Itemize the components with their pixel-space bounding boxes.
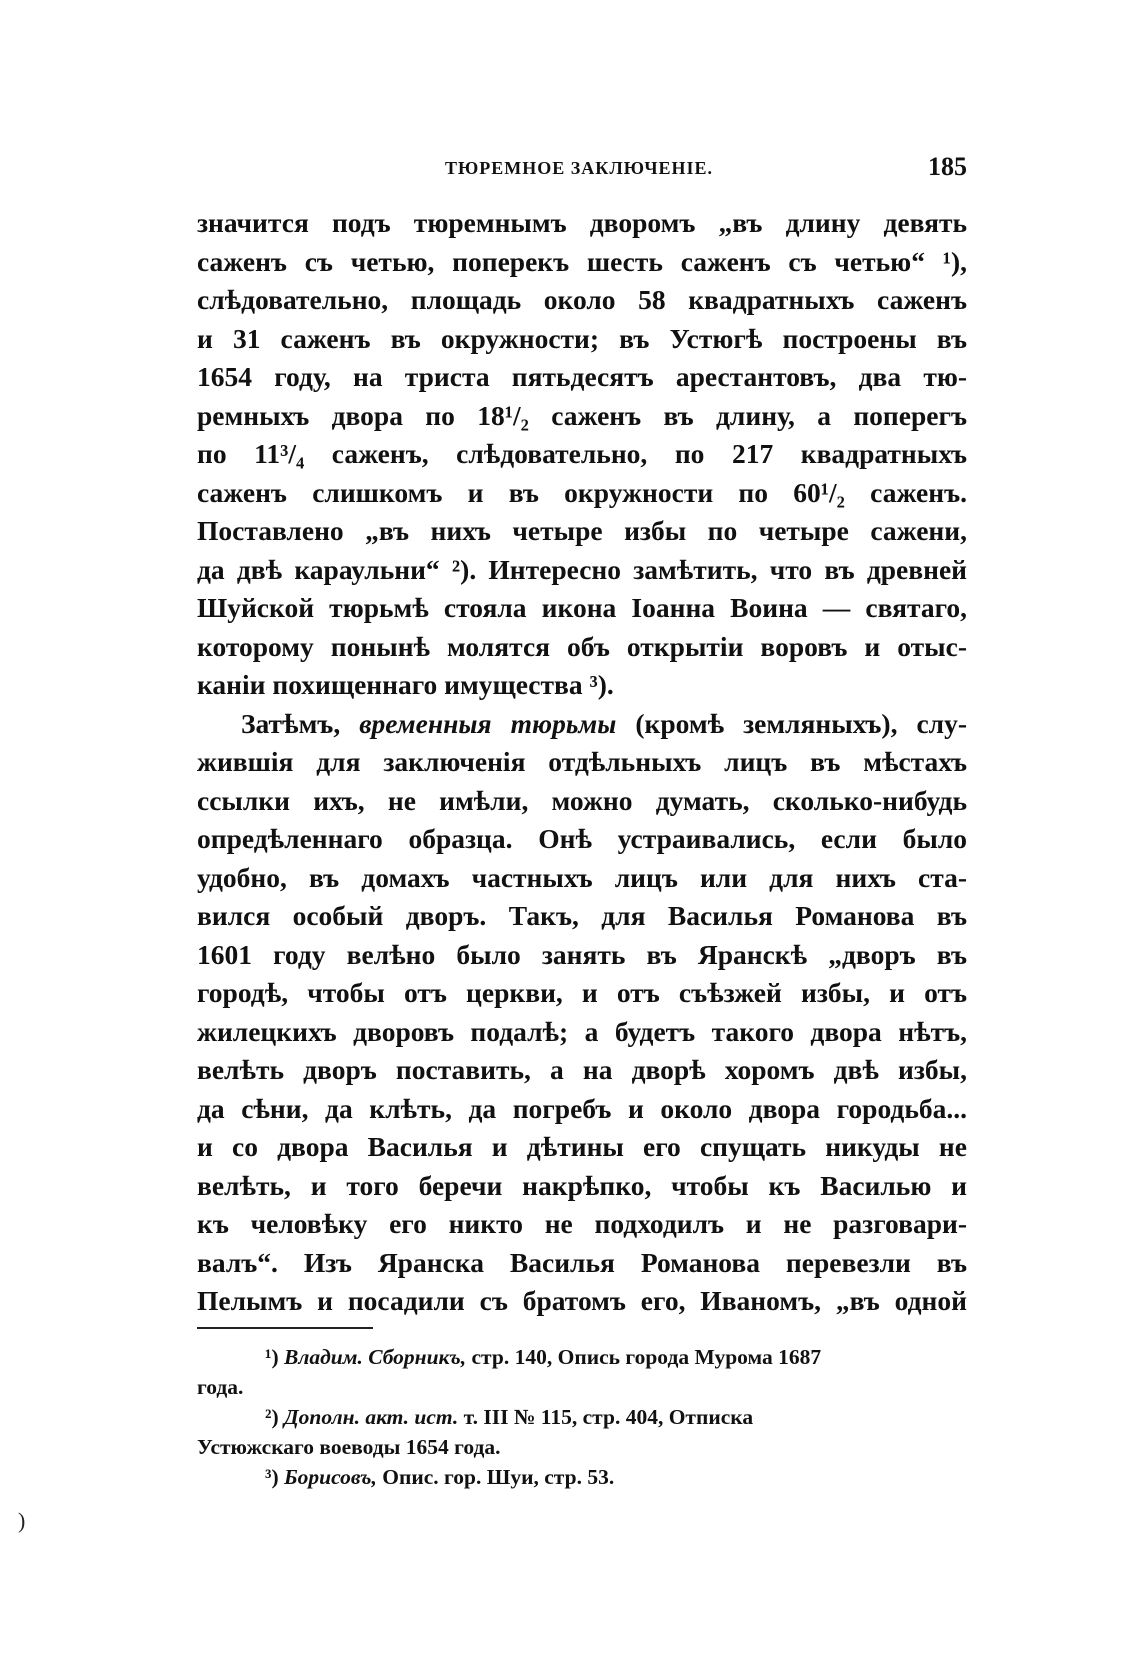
text-line: валъ“. Изъ Яранска Василья Романова перевезли въ: [197, 1246, 967, 1278]
text-line: ссылки ихъ, не имѣли, можно думать, сколько-нибудь: [197, 784, 967, 816]
text-line: вился особый дворъ. Такъ, для Василья Романова въ: [197, 900, 967, 931]
footnote-source: Дополн. акт. ист.: [283, 1405, 459, 1429]
text-line: Шуйской тюрьмѣ стояла икона Іоанна Воина — святаго,: [197, 592, 967, 623]
running-head: [197, 148, 967, 184]
text-line: жилецкихъ дворовъ подалѣ; а будетъ такого двора нѣтъ,: [197, 1015, 967, 1047]
text-line: Пелымъ и посадили съ братомъ его, Иваномъ, „въ одной: [197, 1285, 967, 1316]
paragraph-start-word: Затѣмъ,: [241, 707, 341, 739]
footnote-mark: ²): [265, 1405, 279, 1429]
footnote-1: [265, 1342, 965, 1372]
paragraph-start-line: [197, 705, 967, 744]
page-number: 185: [928, 152, 967, 181]
text-line: велѣть дворъ поставить, а на дворѣ хоромъ двѣ избы,: [197, 1054, 967, 1085]
text-line: 1601 году велѣно было занять въ Яранскѣ „дворъ въ: [197, 938, 967, 970]
text-line: удобно, въ домахъ частныхъ лицъ или для нихъ ста-: [197, 861, 967, 893]
running-title: ТЮРЕМНОЕ ЗАКЛЮЧЕНІЕ.: [445, 158, 714, 178]
text-line: къ человѣку его никто не подходилъ и не разговари-: [197, 1208, 967, 1239]
footnote-mark: ³): [265, 1465, 279, 1489]
text-line: значится подъ тюремнымъ дворомъ „въ длину девять: [197, 207, 967, 238]
body-text: [197, 204, 967, 1321]
text-line: которому понынѣ молятся объ открытіи воровъ и отыс-: [197, 630, 967, 662]
footnotes: [197, 1342, 965, 1492]
text-line: да двѣ караульни“ ²). Интересно замѣтить, что въ древней: [197, 553, 967, 585]
margin-mark: ): [18, 1508, 26, 1533]
footnote-text: т. III № 115, стр. 404, Отписка: [463, 1405, 754, 1429]
text-line: городѣ, чтобы отъ церкви, и отъ съѣзжей избы, и отъ: [197, 977, 967, 1008]
text-line: опредѣленнаго образца. Онѣ устраивались, если было: [197, 823, 967, 854]
text-line: слѣдовательно, площадь около 58 квадратныхъ саженъ: [197, 284, 967, 315]
text-line: каніи похищеннаго имущества ³).: [197, 669, 614, 700]
text-line: саженъ съ четью, поперекъ шесть саженъ съ четью“ ¹),: [197, 245, 967, 277]
text-line: по 11³/₄ саженъ, слѣдовательно, по 217 квадратныхъ: [197, 438, 967, 469]
footnote-source: Борисовъ,: [283, 1465, 377, 1489]
text-line: да сѣни, да клѣть, да погребъ и около двора городьба...: [197, 1092, 967, 1124]
footnote-3: [265, 1462, 965, 1492]
footnote-2-continuation: Устюжскаго воеводы 1654 года.: [197, 1435, 501, 1459]
footnote-2: [265, 1402, 965, 1432]
footnote-text: Опис. гор. Шуи, стр. 53.: [382, 1465, 615, 1489]
footnote-mark: ¹): [265, 1345, 279, 1369]
text-line-rest: (кромѣ земляныхъ), слу-: [635, 707, 967, 739]
text-line: ремныхъ двора по 18¹/₂ саженъ въ длину, а поперегъ: [197, 399, 967, 431]
footnote-text: стр. 140, Опись города Мурома 1687: [471, 1345, 822, 1369]
text-line: 1654 году, на триста пятьдесятъ арестантовъ, два тю-: [197, 361, 967, 392]
text-line: саженъ слишкомъ и въ окружности по 60¹/₂ саженъ.: [197, 476, 967, 508]
text-line: Поставлено „въ нихъ четыре избы по четыре сажени,: [197, 515, 967, 546]
text-line: и со двора Василья и дѣтины его спущать никуды не: [197, 1131, 967, 1162]
footnote-1-continuation: года.: [197, 1375, 244, 1399]
italic-phrase: временныя тюрьмы: [359, 707, 617, 739]
text-line: жившія для заключенія отдѣльныхъ лицъ въ мѣстахъ: [197, 746, 967, 777]
footnote-source: Владим. Сборникъ,: [283, 1345, 467, 1369]
footnote-rule: [197, 1327, 373, 1329]
text-line: и 31 саженъ въ окружности; въ Устюгѣ построены въ: [197, 322, 967, 354]
text-line: велѣть, и того беречи накрѣпко, чтобы къ Василью и: [197, 1169, 967, 1201]
